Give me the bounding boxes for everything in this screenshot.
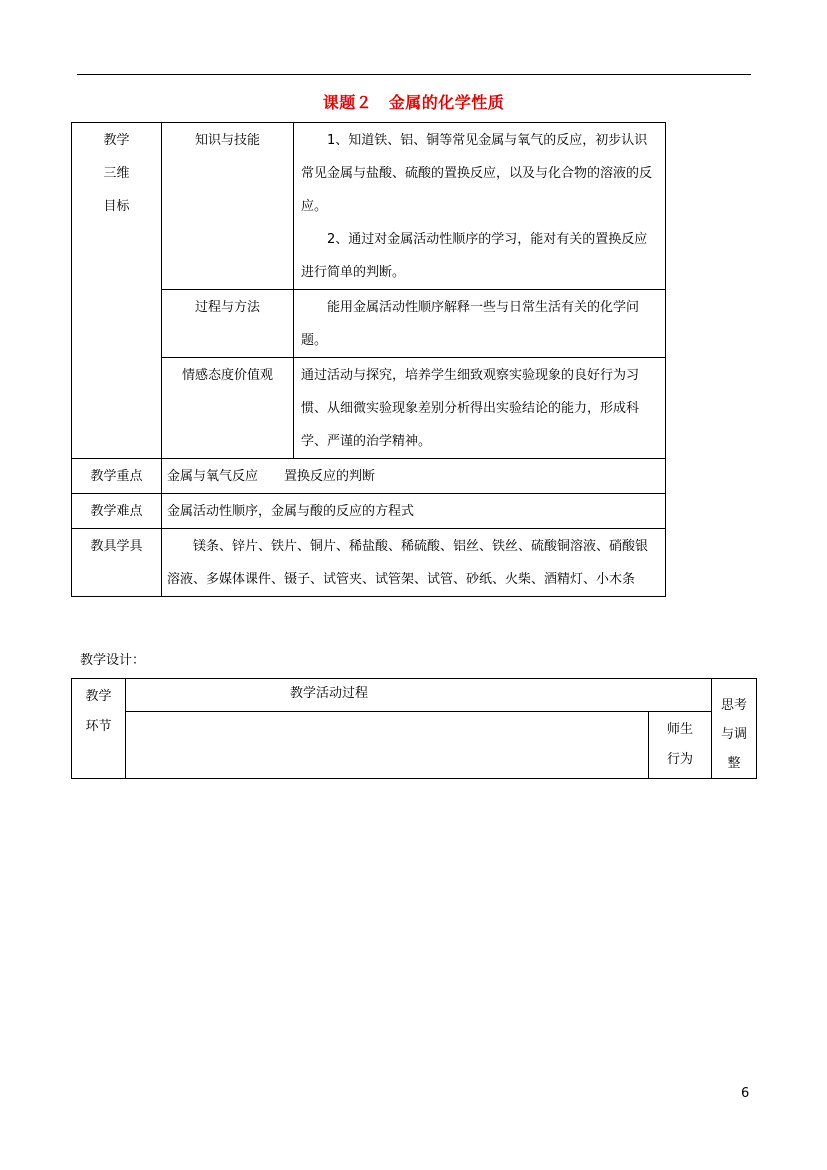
teaching-design-table	[71, 678, 757, 779]
key-points-label: 教学重点	[72, 459, 162, 494]
emotion-value-content: 通过活动与探究，培养学生细致观察实验现象的良好行为习惯、从细微实验现象差别分析得出实验结论的能力，形成科学、严谨的治学精神。	[294, 358, 666, 459]
activity-process-cell	[126, 712, 649, 779]
teaching-stage-header: 教学 环节	[72, 679, 126, 779]
emotion-value-label: 情感态度价值观	[162, 358, 294, 459]
document-title: 课题２ 金属的化学性质	[322, 93, 505, 112]
page-number: 6	[741, 1086, 750, 1101]
objectives-table	[71, 122, 666, 597]
header-rule	[77, 74, 751, 75]
process-method-content: 能用金属活动性顺序解释一些与日常生活有关的化学问题。	[294, 290, 666, 358]
key-points-content: 金属与氧气反应 置换反应的判断	[162, 459, 666, 494]
activity-process-header: 教学活动过程	[126, 679, 712, 712]
knowledge-skill-label: 知识与技能	[162, 123, 294, 290]
tools-content: 镁条、锌片、铁片、铜片、稀盐酸、稀硫酸、铝丝、铁丝、硫酸铜溶液、硝酸银溶液、多媒体课件、镊子、试管夹、试管架、试管、砂纸、火柴、酒精灯、小木条	[162, 529, 666, 597]
process-method-label: 过程与方法	[162, 290, 294, 358]
knowledge-skill-content	[294, 123, 666, 290]
three-dim-goal-label: 教学 三维 目标	[72, 123, 162, 459]
tools-label: 教具学具	[72, 529, 162, 597]
reflection-header: 思考 与调 整	[712, 679, 757, 779]
difficulties-label: 教学难点	[72, 494, 162, 529]
difficulties-content: 金属活动性顺序，金属与酸的反应的方程式	[162, 494, 666, 529]
teaching-design-label: 教学设计：	[80, 653, 146, 668]
knowledge-point-2: 2、通过对金属活动性顺序的学习，能对有关的置换反应进行简单的判断。	[301, 232, 648, 280]
teacher-student-header: 师生 行为	[649, 712, 712, 779]
knowledge-point-1: 1、知道铁、铝、铜等常见金属与氧气的反应，初步认识常见金属与盐酸、硫酸的置换反应，以及与化合物的溶液的反应。	[301, 133, 653, 214]
